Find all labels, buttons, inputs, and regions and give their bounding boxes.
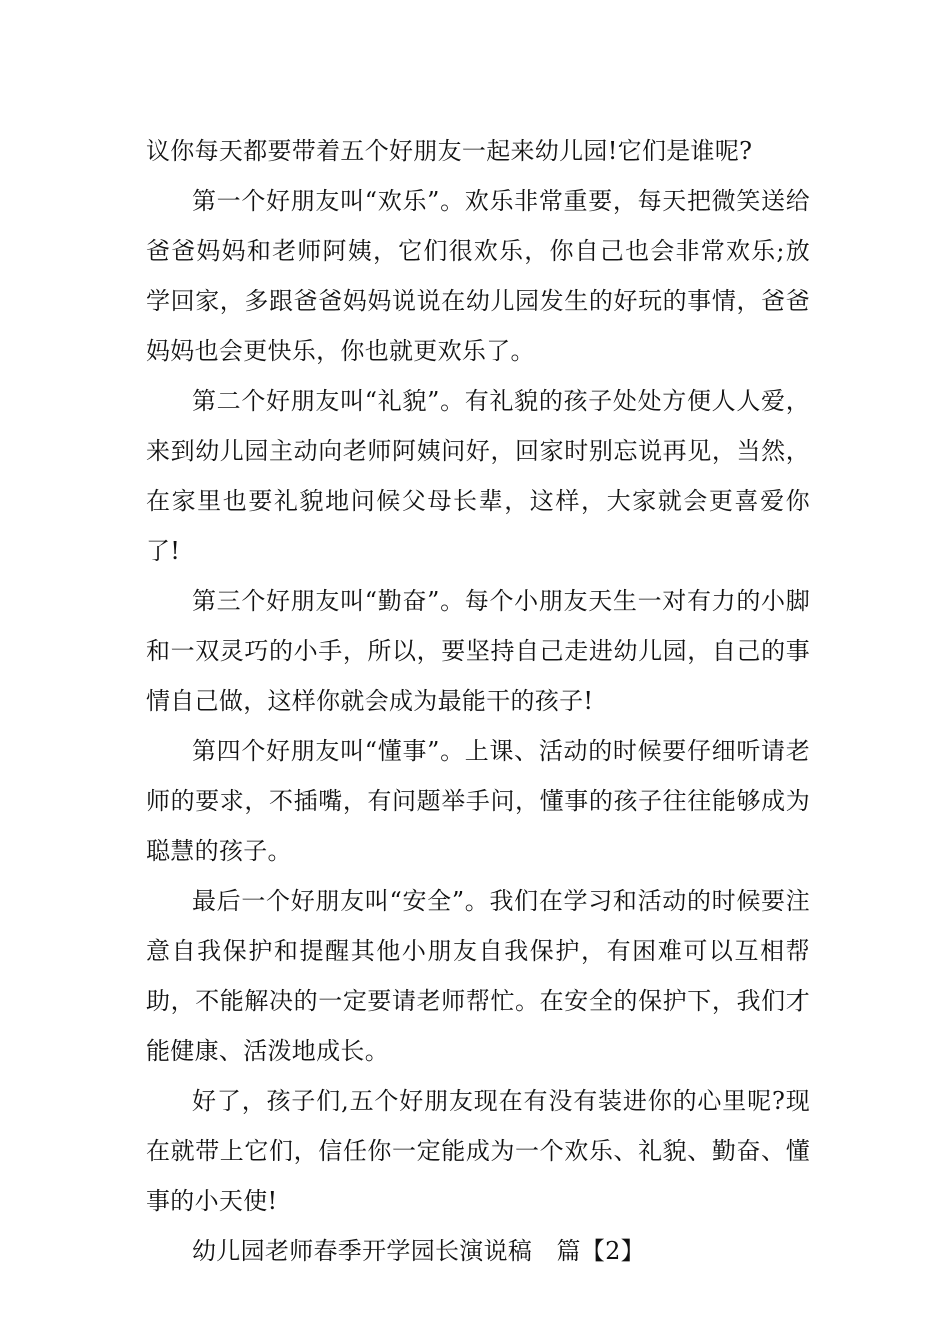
paragraph-friend-joy: 第一个好朋友叫“欢乐”。欢乐非常重要，每天把微笑送给爸爸妈妈和老师阿姨，它们很欢乐，你自己也会非常欢乐;放学回家，多跟爸爸妈妈说说在幼儿园发生的好玩的事情，爸爸妈妈也会更快乐，你也就更欢乐了。 xyxy=(146,187,810,365)
document-body xyxy=(146,126,810,1276)
section-heading: 幼儿园老师春季开学园长演说稿 篇【2】 xyxy=(192,1237,645,1265)
paragraph-friend-politeness: 第二个好朋友叫“礼貌”。有礼貌的孩子处处方便人人爱，来到幼儿园主动向老师阿姨问好，回家时别忘说再见，当然，在家里也要礼貌地问候父母长辈，这样，大家就会更喜爱你了! xyxy=(146,387,810,565)
paragraph-friend-sensible: 第四个好朋友叫“懂事”。上课、活动的时候要仔细听请老师的要求，不插嘴，有问题举手问，懂事的孩子往往能够成为聪慧的孩子。 xyxy=(146,737,810,865)
paragraph-conclusion: 好了，孩子们,五个好朋友现在有没有装进你的心里呢?现在就带上它们，信任你一定能成为一个欢乐、礼貌、勤奋、懂事的小天使! xyxy=(146,1087,810,1215)
paragraph-friend-safety: 最后一个好朋友叫“安全”。我们在学习和活动的时候要注意自我保护和提醒其他小朋友自我保护，有困难可以互相帮助，不能解决的一定要请老师帮忙。在安全的保护下，我们才能健康、活泼地成长。 xyxy=(146,887,810,1065)
paragraph-continuation: 议你每天都要带着五个好朋友一起来幼儿园!它们是谁呢? xyxy=(146,137,753,165)
paragraph-friend-diligence: 第三个好朋友叫“勤奋”。每个小朋友天生一对有力的小脚和一双灵巧的小手，所以，要坚持自己走进幼儿园，自己的事情自己做，这样你就会成为最能干的孩子! xyxy=(146,587,810,715)
